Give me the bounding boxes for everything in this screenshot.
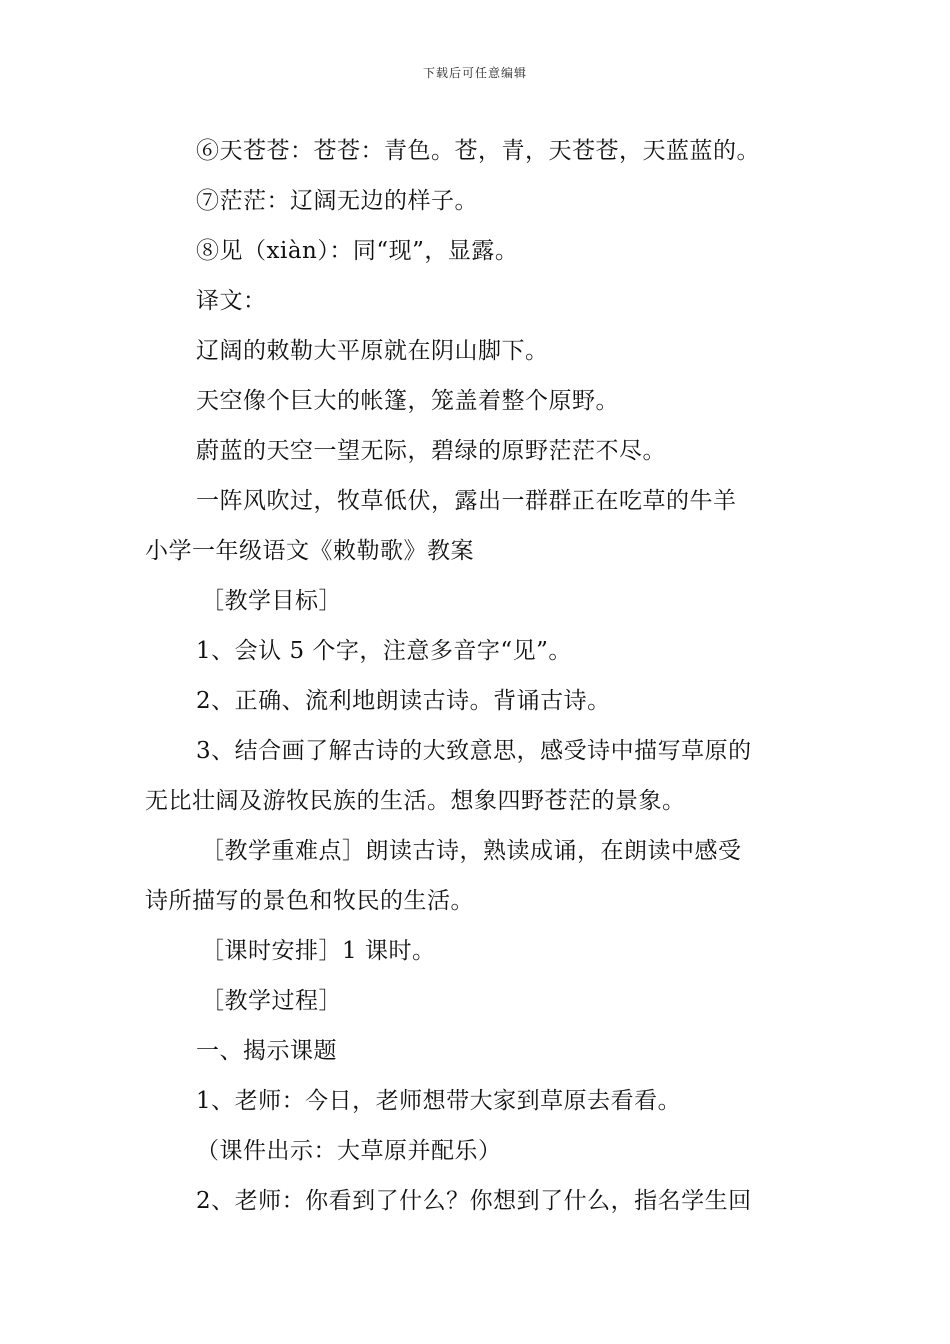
text-line: （课件出示：大草原并配乐） [196, 1138, 502, 1164]
section-heading: ［教学过程］ [201, 988, 342, 1014]
subsection-heading: 一、揭示课题 [196, 1038, 337, 1064]
text-line: 无比壮阔及游牧民族的生活。想象四野苍茫的景象。 [145, 788, 686, 814]
section-heading: ［教学重难点］朗读古诗，熟读成诵，在朗读中感受 [201, 838, 742, 864]
text-line: 辽阔的敕勒大平原就在阴山脚下。 [196, 338, 549, 364]
text-line: 1、老师：今日，老师想带大家到草原去看看。 [196, 1088, 682, 1114]
text-line: 天空像个巨大的帐篷，笼盖着整个原野。 [196, 388, 619, 414]
section-heading: ［教学目标］ [201, 588, 342, 614]
text-line: 3、结合画了解古诗的大致意思，感受诗中描写草原的 [196, 738, 752, 764]
document-body [145, 126, 810, 1226]
section-heading: ［课时安排］1 课时。 [201, 938, 436, 964]
document-title: 小学一年级语文《敕勒歌》教案 [145, 538, 474, 564]
text-line: 诗所描写的景色和牧民的生活。 [145, 888, 474, 914]
page-header: 下载后可任意编辑 [422, 66, 527, 80]
text-line: ⑥天苍苍：苍苍：青色。苍，青，天苍苍，天蓝蓝的。 [196, 138, 760, 164]
text-line: 2、老师：你看到了什么？你想到了什么，指名学生回 [196, 1188, 752, 1214]
text-line: 蔚蓝的天空一望无际，碧绿的原野茫茫不尽。 [196, 438, 666, 464]
text-line: 译文： [196, 288, 267, 314]
text-line: 2、正确、流利地朗读古诗。背诵古诗。 [196, 688, 611, 714]
text-line: ⑧见（xiàn）：同“现”，显露。 [196, 238, 519, 264]
text-line: 1、会认 5 个字，注意多音字“见”。 [196, 638, 572, 664]
text-line: ⑦茫茫：辽阔无边的样子。 [196, 188, 478, 214]
text-line: 一阵风吹过，牧草低伏，露出一群群正在吃草的牛羊 [196, 488, 737, 514]
